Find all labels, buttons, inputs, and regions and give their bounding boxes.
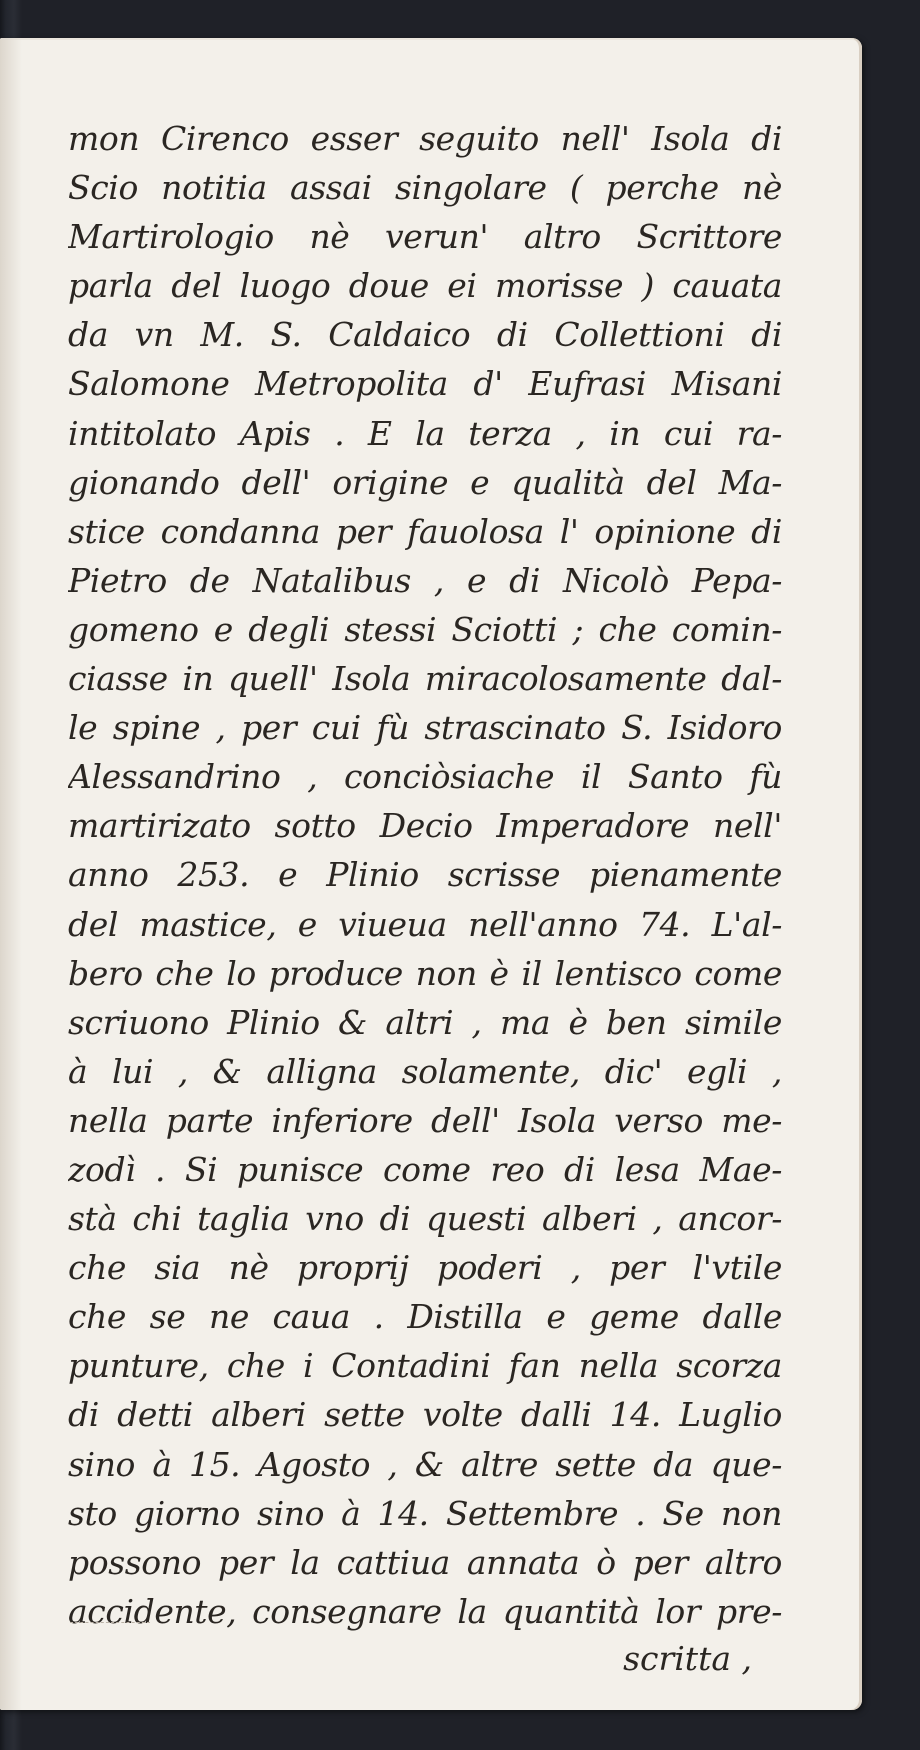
text-line: accidente, consegnare la quantità lor pre- — [68, 1591, 782, 1631]
text-line: à lui , & alligna solamente, dic' egli , — [68, 1051, 782, 1091]
text-line: anno 253. e Plinio scrisse pienamente — [68, 855, 782, 895]
text-line: gomeno e degli stessi Sciotti ; che comin- — [68, 609, 782, 649]
text-line: da vn M. S. Caldaico di Collettioni di — [68, 315, 782, 355]
text-line: zodì . Si punisce come reo di lesa Mae- — [68, 1149, 782, 1189]
text-line: Salomone Metropolita d' Eufrasi Misani — [68, 364, 782, 404]
catchword: scritta , — [623, 1639, 752, 1678]
text-line: mon Cirenco esser seguito nell' Isola di — [68, 119, 782, 158]
text-line: martirizato sotto Decio Imperadore nell' — [68, 806, 782, 846]
text-line: Alessandrino , conciòsiache il Santo fù — [68, 757, 782, 797]
text-line: Martirologio nè verun' altro Scrittore — [68, 217, 782, 257]
text-line: Scio notitia assai singolare ( perche nè — [68, 168, 782, 208]
text-line: possono per la cattiua annata ò per altro — [68, 1542, 782, 1582]
text-line: nella parte inferiore dell' Isola verso me- — [68, 1100, 782, 1140]
text-line: Pietro de Natalibus , e di Nicolò Pepa- — [68, 560, 782, 600]
text-line: sto giorno sino à 14. Settembre . Se non — [68, 1493, 782, 1533]
body-text — [68, 114, 782, 1636]
text-line: gionando dell' origine e qualità del Ma- — [68, 462, 782, 502]
text-line: stice condanna per fauolosa l' opinione di — [68, 511, 782, 551]
text-line: bero che lo produce non è il lentisco come — [68, 953, 782, 993]
ink-underline-mark — [70, 1622, 150, 1623]
text-line: del mastice, e viueua nell'anno 74. L'al- — [68, 904, 782, 944]
text-line: intitolato Apis . E la terza , in cui ra- — [68, 413, 782, 453]
text-line: di detti alberi sette volte dalli 14. Luglio — [68, 1395, 782, 1435]
text-line: scriuono Plinio & altri , ma è ben simile — [68, 1002, 782, 1042]
text-line: che sia nè proprij poderi , per l'vtile — [68, 1248, 782, 1288]
text-line: che se ne caua . Distilla e geme dalle — [68, 1297, 782, 1337]
text-line: le spine , per cui fù strascinato S. Isidoro — [68, 708, 782, 748]
text-line: parla del luogo doue ei morisse ) cauata — [68, 266, 782, 306]
text-line: ciasse in quell' Isola miracolosamente dal- — [68, 659, 782, 699]
text-line: stà chi taglia vno di questi alberi , ancor- — [68, 1199, 782, 1239]
text-line: punture, che i Contadini fan nella scorza — [68, 1346, 782, 1386]
book-page — [0, 38, 862, 1710]
text-line: sino à 15. Agosto , & altre sette da que- — [68, 1444, 782, 1484]
